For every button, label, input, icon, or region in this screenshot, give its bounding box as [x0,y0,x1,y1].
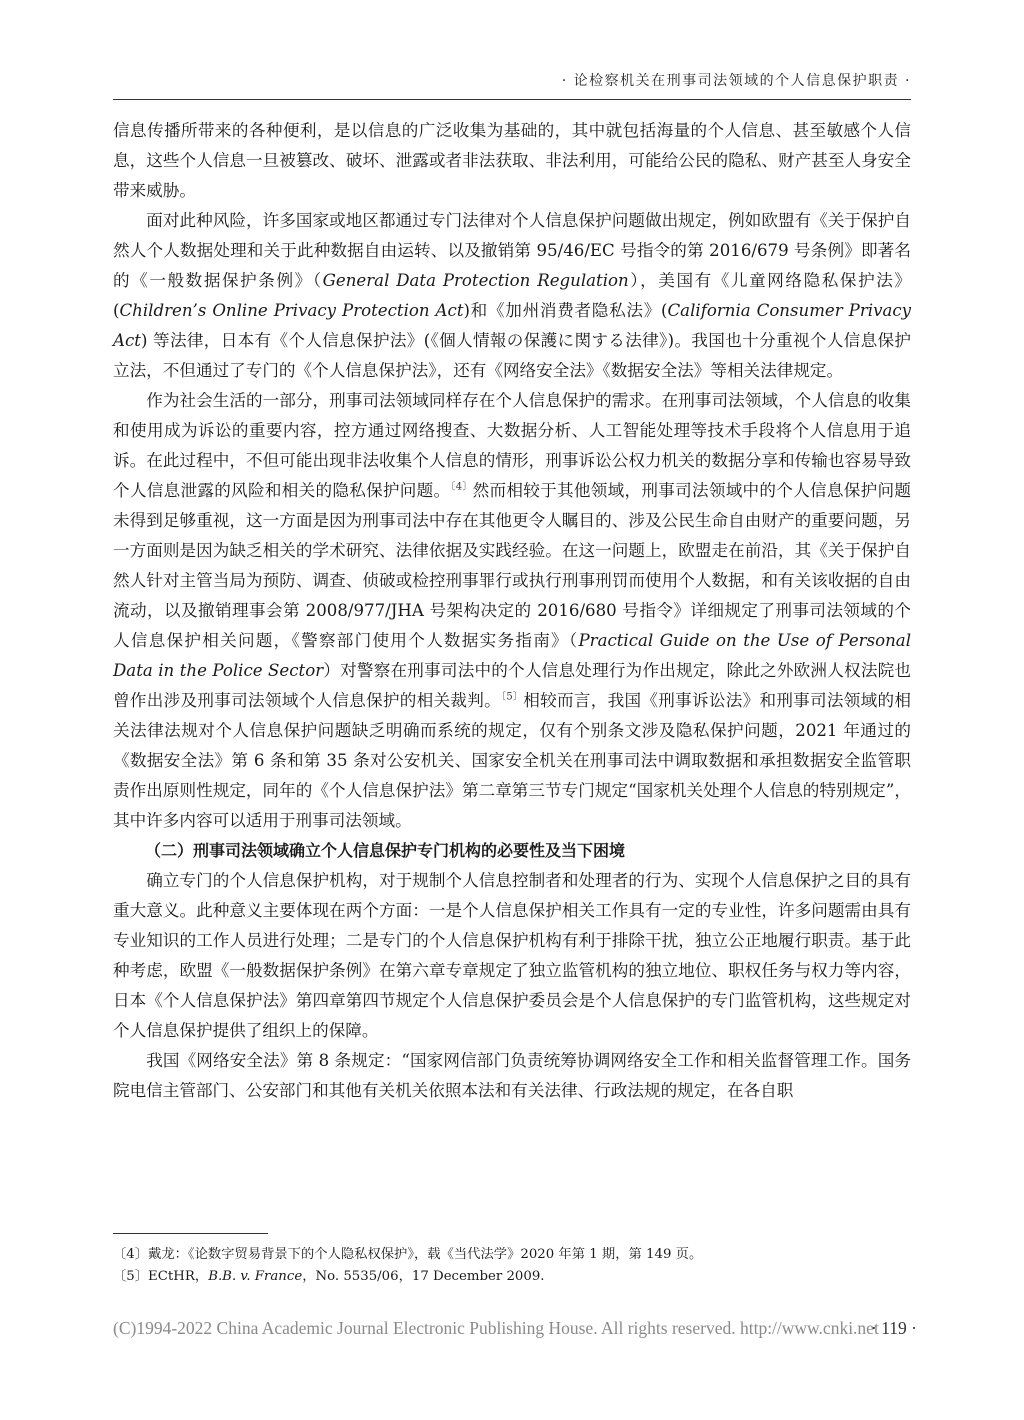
running-header: · 论检察机关在刑事司法领域的个人信息保护职责 · [561,73,911,89]
p2-text-b: ），美国有《儿童网络隐私保护法》( [113,271,912,320]
copyright-watermark: (C)1994-2022 China Academic Journal Electronic Publishing House. All rights reserved. http://www.cnki.net [113,1318,879,1338]
page-number: · 119 · [871,1318,918,1338]
fn5-case-name: B.B. v. France [208,1269,303,1284]
footnote-4: 〔4〕戴龙：《论数字贸易背景下的个人隐私权保护》，载《当代法学》2020 年第 1 期，第 149 页。 [113,1247,703,1262]
paragraph-1: 信息传播所带来的各种便利，是以信息的广泛收集为基础的，其中就包括海量的个人信息、甚至敏感个人信息，这些个人信息一旦被篡改、破坏、泄露或者非法获取、非法利用，可能给公民的隐私、财产甚至人身安全带来威胁。 [113,121,911,200]
ccpa-english-title: California Consumer Privacy Act [113,301,912,350]
footnote-rule [113,1233,268,1234]
gdpr-english-title: General Data Protection Regulation [322,271,629,290]
footnote-ref-5[interactable]: 〔5〕 [501,691,524,703]
paragraph-3 [113,386,911,836]
paragraph-5: 我国《网络安全法》第 8 条规定：“国家网信部门负责统筹协调网络安全工作和相关监督管理工作。国务院电信主管部门、公安部门和其他有关机关依照本法和有关法律、行政法规的规定，在各自职 [113,1051,911,1100]
p3-text-d: 相较而言，我国《刑事诉讼法》和刑事司法领域的相关法律法规对个人信息保护问题缺乏明确而系统的规定，仅有个别条文涉及隐私保护问题，2021 年通过的《数据安全法》第 6 条和第 35 条对公安机关、国家安全机关在刑事司法中调取数据和承担数据安全监管职责作出原则性规定，同年的《个人信息保护法》第二章第三节专门规定“国家机关处理个人信息的特别规定”，其中许多内容可以适用于刑事司法领域。 [113,691,912,830]
section-heading: （二）刑事司法领域确立个人信息保护专门机构的必要性及当下困境 [145,841,626,860]
fn5-text-b: ，No. 5535/06，17 December 2009. [302,1269,545,1284]
p2-text-a: 面对此种风险，许多国家或地区都通过专门法律对个人信息保护问题做出规定，例如欧盟有《关于保护自然人个人数据处理和关于此种数据自由运转、以及撤销第 95/46/EC 号指令的第 2016/679 号条例》即著名的《一般数据保护条例》（ [113,211,911,290]
article-body [113,116,911,1106]
fn5-text-a: 〔5〕ECtHR， [113,1269,209,1284]
p2-text-c: )和《加州消费者隐私法》( [463,301,668,320]
p3-text-a: 作为社会生活的一部分，刑事司法领域同样存在个人信息保护的需求。在刑事司法领域，个人信息的收集和使用成为诉讼的重要内容，控方通过网络搜查、大数据分析、人工智能处理等技术手段将个人信息用于追诉。在此过程中，不但可能出现非法收集个人信息的情形，刑事诉讼公权力机关的数据分享和传输也容易导致个人信息泄露的风险和相关的隐私保护问题。 [113,391,911,500]
footnote-ref-4[interactable]: 〔4〕 [450,481,473,493]
footnote-5 [113,1266,911,1288]
header-rule [113,99,911,100]
footnotes [113,1244,911,1288]
coppa-english-title: Children’s Online Privacy Protection Act [119,301,464,320]
p2-text-d: ) 等法律，日本有《个人信息保护法》(《個人情報の保護に関する法律》)。我国也十分重视个人信息保护立法，不但通过了专门的《个人信息保护法》，还有《网络安全法》《数据安全法》等相关法律规定。 [113,331,911,380]
p3-text-c: ）对警察在刑事司法中的个人信息处理行为作出规定，除此之外欧洲人权法院也曾作出涉及刑事司法领域个人信息保护的相关裁判。 [113,661,911,710]
paragraph-2 [113,206,911,386]
police-guide-english-title: Practical Guide on the Use of Personal Data in the Police Sector [113,631,911,680]
paragraph-4: 确立专门的个人信息保护机构，对于规制个人信息控制者和处理者的行为、实现个人信息保护之目的具有重大意义。此种意义主要体现在两个方面：一是个人信息保护相关工作具有一定的专业性，许多问题需由具有专业知识的工作人员进行处理；二是专门的个人信息保护机构有利于排除干扰，独立公正地履行职责。基于此种考虑，欧盟《一般数据保护条例》在第六章专章规定了独立监管机构的独立地位、职权任务与权力等内容，日本《个人信息保护法》第四章第四节规定个人信息保护委员会是个人信息保护的专门监管机构，这些规定对个人信息保护提供了组织上的保障。 [113,871,911,1040]
p3-text-b: 然而相较于其他领域，刑事司法领域中的个人信息保护问题未得到足够重视，这一方面是因为刑事司法中存在其他更令人瞩目的、涉及公民生命自由财产的重要问题，另一方面则是因为缺乏相关的学术研究、法律依据及实践经验。在这一问题上，欧盟走在前沿，其《关于保护自然人针对主管当局为预防、调查、侦破或检控刑事罪行或执行刑事刑罚而使用个人数据，和有关该收据的自由流动，以及撤销理事会第 2008/977/JHA 号架构决定的 2016/680 号指令》详细规定了刑事司法领域的个人信息保护相关问题，《警察部门使用个人数据实务指南》（ [113,481,911,650]
